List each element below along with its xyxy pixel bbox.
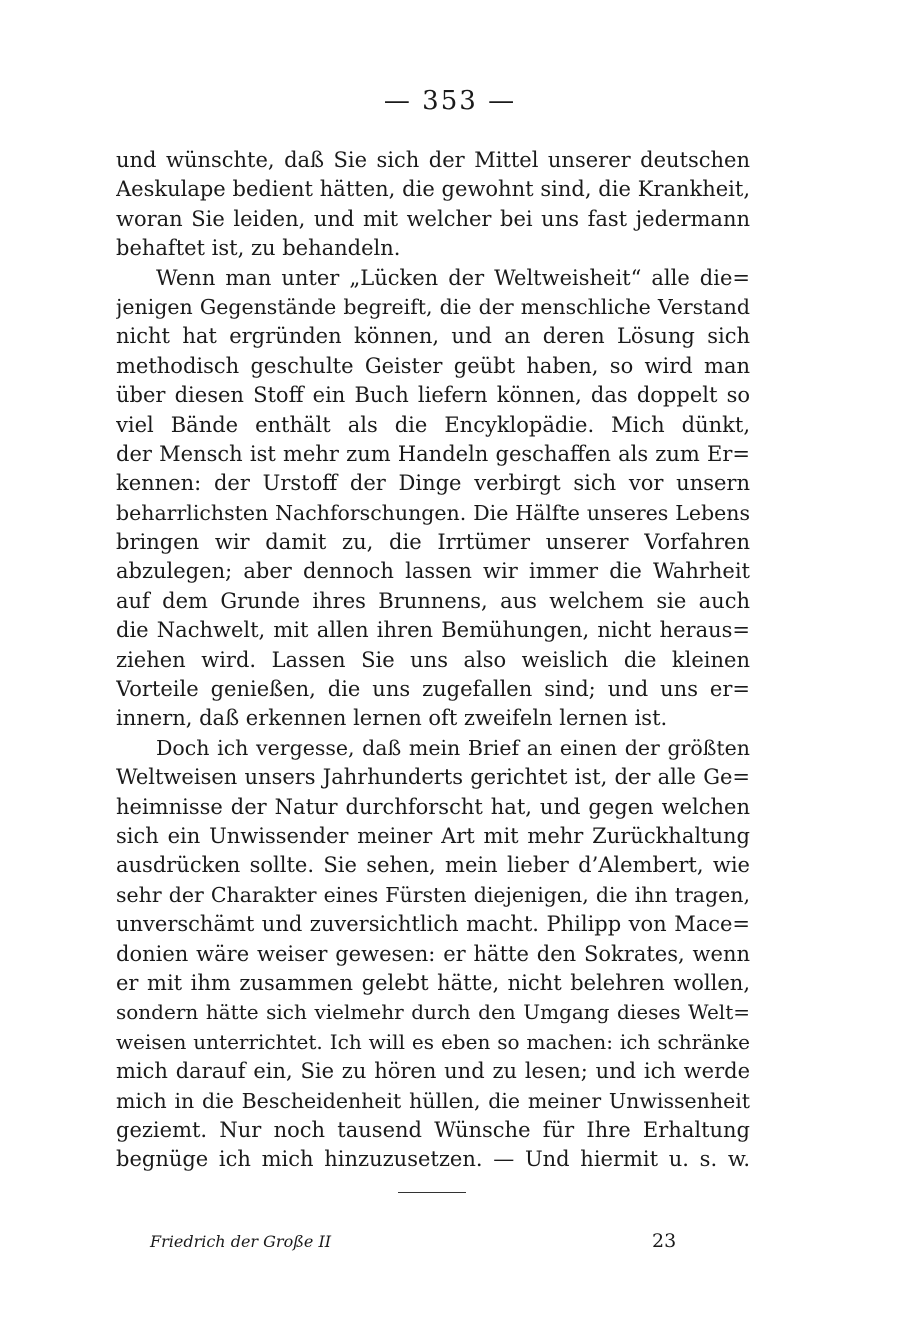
signature-mark: Friedrich der Große II — [150, 1232, 332, 1251]
text-line: Doch ich vergesse, daß mein Brief an einen der größten — [156, 735, 750, 760]
text-line: bringen wir damit zu, die Irrtümer unserer Vorfahren — [116, 530, 750, 555]
text-line: donien wäre weiser gewesen: er hätte den Sokrates, wenn — [116, 941, 750, 966]
text-line: woran Sie leiden, und mit welcher bei uns fast jedermann — [116, 206, 750, 231]
text-line: Wenn man unter „Lücken der Weltweisheit“ alle die= — [156, 265, 750, 290]
text-line: sehr der Charakter eines Fürsten diejenigen, die ihn tragen, — [116, 882, 750, 907]
text-line: weisen unterrichtet. Ich will es eben so machen: ich schränke — [116, 1029, 750, 1054]
sheet-number: 23 — [652, 1230, 677, 1252]
text-line: beharrlichsten Nachforschungen. Die Hälfte unseres Lebens — [116, 500, 750, 525]
text-line: und wünschte, daß Sie sich der Mittel unserer deutschen — [116, 148, 750, 172]
text-line: er mit ihm zusammen gelebt hätte, nicht belehren wollen, — [116, 970, 750, 995]
text-line: viel Bände enthält als die Encyklopädie. Mich dünkt, — [116, 412, 750, 437]
text-line: behaftet ist, zu behandeln. — [116, 236, 401, 261]
text-line: unverschämt und zuversichtlich macht. Philipp von Mace= — [116, 912, 750, 937]
text-line: Weltweisen unsers Jahrhunderts gerichtet ist, der alle Ge= — [116, 765, 750, 790]
text-line: ausdrücken sollte. Sie sehen, mein lieber d’Alembert, wie — [116, 853, 750, 878]
body-text — [116, 146, 750, 1175]
text-line: auf dem Grunde ihres Brunnens, aus welchem sie auch — [116, 588, 750, 613]
text-line: ziehen wird. Lassen Sie uns also weislich die kleinen — [116, 647, 750, 672]
text-line: mich in die Bescheidenheit hüllen, die meiner Unwissenheit — [116, 1088, 750, 1113]
text-line: nicht hat ergründen können, und an deren Lösung sich — [116, 324, 750, 349]
text-line: innern, daß erkennen lernen oft zweifeln lernen ist. — [116, 706, 668, 731]
text-line: geziemt. Nur noch tausend Wünsche für Ihre Erhaltung — [116, 1117, 750, 1142]
text-line: Vorteile genießen, die uns zugefallen sind; und uns er= — [116, 677, 750, 702]
text-line: abzulegen; aber dennoch lassen wir immer die Wahrheit — [116, 559, 750, 584]
text-line: jenigen Gegenstände begreift, die der menschliche Verstand — [116, 294, 750, 319]
text-line: Aeskulape bedient hätten, die gewohnt sind, die Krankheit, — [116, 177, 750, 202]
text-line: der Mensch ist mehr zum Handeln geschaffen als zum Er= — [116, 441, 750, 466]
text-line: sondern hätte sich vielmehr durch den Umgang dieses Welt= — [116, 1000, 750, 1025]
text-line: begnüge ich mich hinzuzusetzen. — Und hiermit u. s. w. — [116, 1147, 750, 1172]
text-line: kennen: der Urstoff der Dinge verbirgt sich vor unsern — [116, 471, 750, 496]
text-line: sich ein Unwissender meiner Art mit mehr Zurückhaltung — [116, 823, 750, 848]
text-line: die Nachwelt, mit allen ihren Bemühungen, nicht heraus= — [116, 618, 750, 643]
text-line: methodisch geschulte Geister geübt haben, so wird man — [116, 353, 750, 378]
page-number: — 353 — — [383, 86, 517, 116]
text-line: heimnisse der Natur durchforscht hat, und gegen welchen — [116, 794, 750, 819]
section-divider — [398, 1192, 466, 1193]
text-line: über diesen Stoff ein Buch liefern können, das doppelt so — [116, 383, 750, 408]
text-line: mich darauf ein, Sie zu hören und zu lesen; und ich werde — [116, 1059, 750, 1084]
